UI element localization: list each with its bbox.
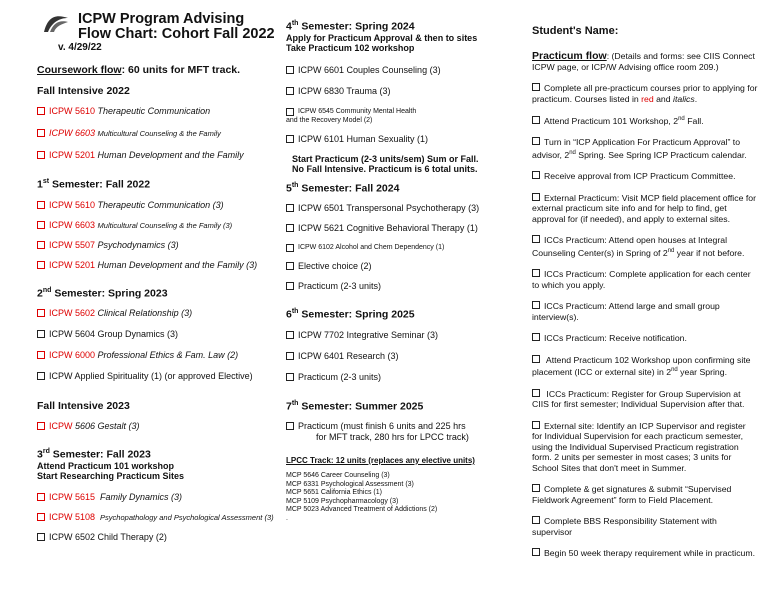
checkbox[interactable] [532,548,540,556]
checkbox[interactable] [286,66,294,74]
lpcc-heading: LPCC Track: 12 units (replaces any elective units) [286,456,475,465]
semester-3-heading: 3rd Semester: Fall 2023 [37,448,151,461]
course-item-continued: for MFT track, 280 hrs for LPCC track) [316,432,469,442]
student-name-label: Student's Name: [532,25,619,37]
semester-7-heading: 7th Semester: Summer 2025 [286,399,424,412]
practicum-step[interactable]: ICCs Practicum: Attend open houses at Integral Counseling Center(s) in Spring of 2nd year if not before. [532,235,745,258]
practicum-step[interactable]: Attend Practicum 101 Workshop, 2nd Fall. [532,114,758,126]
semester-2-list [37,308,277,382]
lpcc-line: . [286,514,288,522]
course-item[interactable]: ICPW 6102 Alcohol and Chem Dependency (1) [286,243,516,252]
checkbox[interactable] [532,116,540,124]
course-item[interactable]: ICPW 5201 Human Development and the Family (3) [37,260,277,271]
semester-4-sub1: Apply for Practicum Approval & then to sites [286,32,478,43]
lpcc-line: MCP 5023 Advanced Treatment of Addictions (2) [286,506,438,513]
checkbox[interactable] [37,493,45,501]
checkbox[interactable] [37,309,45,317]
practicum-step[interactable]: ICCs Practicum: Receive notification. [532,332,758,344]
practicum-step[interactable]: Complete all pre-practicum courses prior to applying for practicum. Courses listed in red and italics. [532,83,758,104]
practicum-column [532,25,758,559]
checkbox[interactable] [286,87,294,95]
checkbox[interactable] [532,269,540,277]
practicum-step[interactable]: ICCs Practicum: Attend large and small group interview(s). [532,301,720,322]
practicum-note-1: Start Practicum (2-3 units/sem) Sum or Fall. [292,153,479,164]
lpcc-list [286,472,516,523]
practicum-step[interactable]: Receive approval from ICP Practicum Committee. [532,170,758,182]
checkbox[interactable] [532,389,540,397]
fall-intensive-2022-list [37,106,277,161]
semester-4-list [286,65,516,145]
semester-5-list [286,203,516,292]
course-item[interactable]: ICPW 5606 Gestalt (3) [37,421,277,432]
checkbox[interactable] [286,135,294,143]
checkbox[interactable] [286,352,294,360]
checkbox[interactable] [532,516,540,524]
checkbox[interactable] [37,351,45,359]
course-item[interactable]: ICPW 6502 Child Therapy (2) [37,532,277,543]
semester-3-sub1: Attend Practicum 101 workshop [37,460,175,471]
practicum-step[interactable]: Complete BBS Responsibility Statement with supervisor [532,516,717,537]
course-item[interactable]: ICPW 5507 Psychodynamics (3) [37,240,277,251]
checkbox[interactable] [286,204,294,212]
checkbox[interactable] [532,484,540,492]
course-item[interactable]: Practicum (2-3 units) [286,281,516,292]
coursework-heading: Coursework flow: 60 units for MFT track. [37,64,241,76]
course-item[interactable]: Elective choice (2) [286,261,516,272]
course-item[interactable]: ICPW 6000 Professional Ethics & Fam. Law (2) [37,350,277,361]
checkbox[interactable] [37,330,45,338]
practicum-step[interactable]: ICCs Practicum: Register for Group Supervision at CIIS for first semester; Individual Supervision after that. [532,388,745,410]
checkbox[interactable] [286,422,294,430]
checkbox[interactable] [37,372,45,380]
checkbox[interactable] [37,241,45,249]
course-item[interactable]: ICPW 5615 Family Dynamics (3) [37,492,277,503]
checkbox[interactable] [532,235,540,243]
practicum-step[interactable]: Begin 50 week therapy requirement while in practicum. [532,547,758,559]
practicum-step[interactable]: Turn in “ICP Application For Practicum Approval” to advisor, 2nd Spring. See Spring ICP Practicum calendar. [532,137,747,160]
fall-intensive-2023-heading: Fall Intensive 2023 [37,400,130,412]
semester-1-list [37,200,277,271]
course-item[interactable]: Practicum (must finish 6 units and 225 hrs [286,421,516,432]
lpcc-line: MCP 5646 Career Counseling (3) [286,472,390,479]
course-item[interactable]: ICPW 6101 Human Sexuality (1) [286,134,516,145]
checkbox[interactable] [286,262,294,270]
coursework-column [37,64,277,543]
course-item[interactable]: ICPW 6501 Transpersonal Psychotherapy (3) [286,203,516,214]
semester-5-heading: 5th Semester: Fall 2024 [286,181,400,194]
checkbox[interactable] [532,421,540,429]
lpcc-line: MCP 6331 Psychological Assessment (3) [286,480,414,488]
checkbox[interactable] [286,224,294,232]
checkbox[interactable] [532,171,540,179]
practicum-step[interactable]: ICCs Practicum: Complete application for each center to which you apply. [532,269,751,290]
checkbox[interactable] [37,201,45,209]
lpcc-line: MCP 5109 Psychopharmacology (3) [286,497,399,505]
checkbox[interactable] [286,331,294,339]
checkbox[interactable] [37,422,45,430]
checkbox[interactable] [37,533,45,541]
course-item[interactable]: ICPW 7702 Integrative Seminar (3) [286,330,516,341]
fall-intensive-2022-heading: Fall Intensive 2022 [37,85,130,97]
checkbox[interactable] [37,513,45,521]
checkbox[interactable] [532,137,540,145]
checkbox[interactable] [286,282,294,290]
semester-4-heading: 4th Semester: Spring 2024 [286,20,415,33]
semester-6-heading: 6th Semester: Spring 2025 [286,308,415,321]
semester-6-list [286,330,516,383]
course-item[interactable]: ICPW 6601 Couples Counseling (3) [286,65,516,76]
course-item[interactable]: ICPW 5621 Cognitive Behavioral Therapy (1) [286,223,516,234]
checkbox[interactable] [532,193,540,201]
practicum-step[interactable]: External Practicum: Visit MCP field placement office for external practicum site info and for help to find, get approval for (if needed), and apply to external sites. [532,192,756,224]
lpcc-line: MCP 5651 California Ethics (1) [286,489,382,496]
version-label: v. 4/29/22 [58,42,102,53]
practicum-step[interactable]: Complete & get signatures & submit “Supervised Fieldwork Agreement” form to Field Placement. [532,484,732,505]
semester-1-heading: 1st Semester: Fall 2022 [37,178,151,191]
practicum-step[interactable]: External site: Identify an ICP Supervisor and register for Individual Supervision for each practicum semester, using the Individual Supervised Practicum registration form. 2 units per semester in most cases; 3 units for School Sites that don't meet in Summer. [532,420,746,473]
checkbox[interactable] [532,83,540,91]
practicum-flow-intro: Practicum flow: (Details and forms: see CIIS Connect ICPW page, or ICP/W Advising office room 209.) [532,50,755,72]
checkbox[interactable] [532,301,540,309]
checkbox[interactable] [532,333,540,341]
checkbox[interactable] [37,261,45,269]
checkbox[interactable] [37,107,45,115]
course-item[interactable]: ICPW 6545 Community Mental Health [286,107,516,116]
checkbox[interactable] [532,355,540,363]
course-item[interactable]: ICPW Applied Spirituality (1) (or approved Elective) [37,371,277,382]
course-item[interactable]: ICPW 5201 Human Development and the Family [37,150,277,161]
course-item[interactable]: ICPW 6830 Trauma (3) [286,86,516,97]
course-item[interactable]: ICPW 6603 Multicultural Counseling & the Family [37,128,277,139]
checkbox[interactable] [37,221,45,229]
course-item[interactable]: ICPW 5610 Therapeutic Communication (3) [37,200,277,211]
course-item[interactable]: ICPW 5610 Therapeutic Communication [37,106,277,117]
checkbox[interactable] [286,373,294,381]
checkbox[interactable] [37,129,45,137]
semester-3-sub2: Start Researching Practicum Sites [37,470,185,481]
course-item[interactable]: ICPW 6603 Multicultural Counseling & the Family (3) [37,220,277,231]
course-item[interactable]: ICPW 5604 Group Dynamics (3) [37,329,277,340]
checkbox[interactable] [286,244,294,252]
course-item[interactable]: ICPW 5602 Clinical Relationship (3) [37,308,277,319]
practicum-step[interactable]: Attend Practicum 102 Workshop upon confirming site placement (ICC or external site) in 2nd year Spring. [532,354,751,378]
semester-2-heading: 2nd Semester: Spring 2023 [37,286,168,299]
page-title: ICPW Program Advising Flow Chart: Cohort Fall 2022 [78,11,275,42]
course-item-continued: and the Recovery Model (2) [286,116,373,124]
semester-3-list [37,492,277,543]
semesters-column [286,20,516,523]
course-item[interactable]: Practicum (2-3 units) [286,372,516,383]
course-item[interactable]: ICPW 5108 Psychopathology and Psychological Assessment (3) [37,512,277,523]
semester-4-sub2: Take Practicum 102 workshop [286,42,415,53]
practicum-note-2: No Fall Intensive. Practicum is 6 total units. [292,163,478,174]
ciis-logo-icon [42,12,70,34]
course-item[interactable]: ICPW 6401 Research (3) [286,351,516,362]
checkbox[interactable] [37,151,45,159]
checkbox[interactable] [286,108,294,116]
